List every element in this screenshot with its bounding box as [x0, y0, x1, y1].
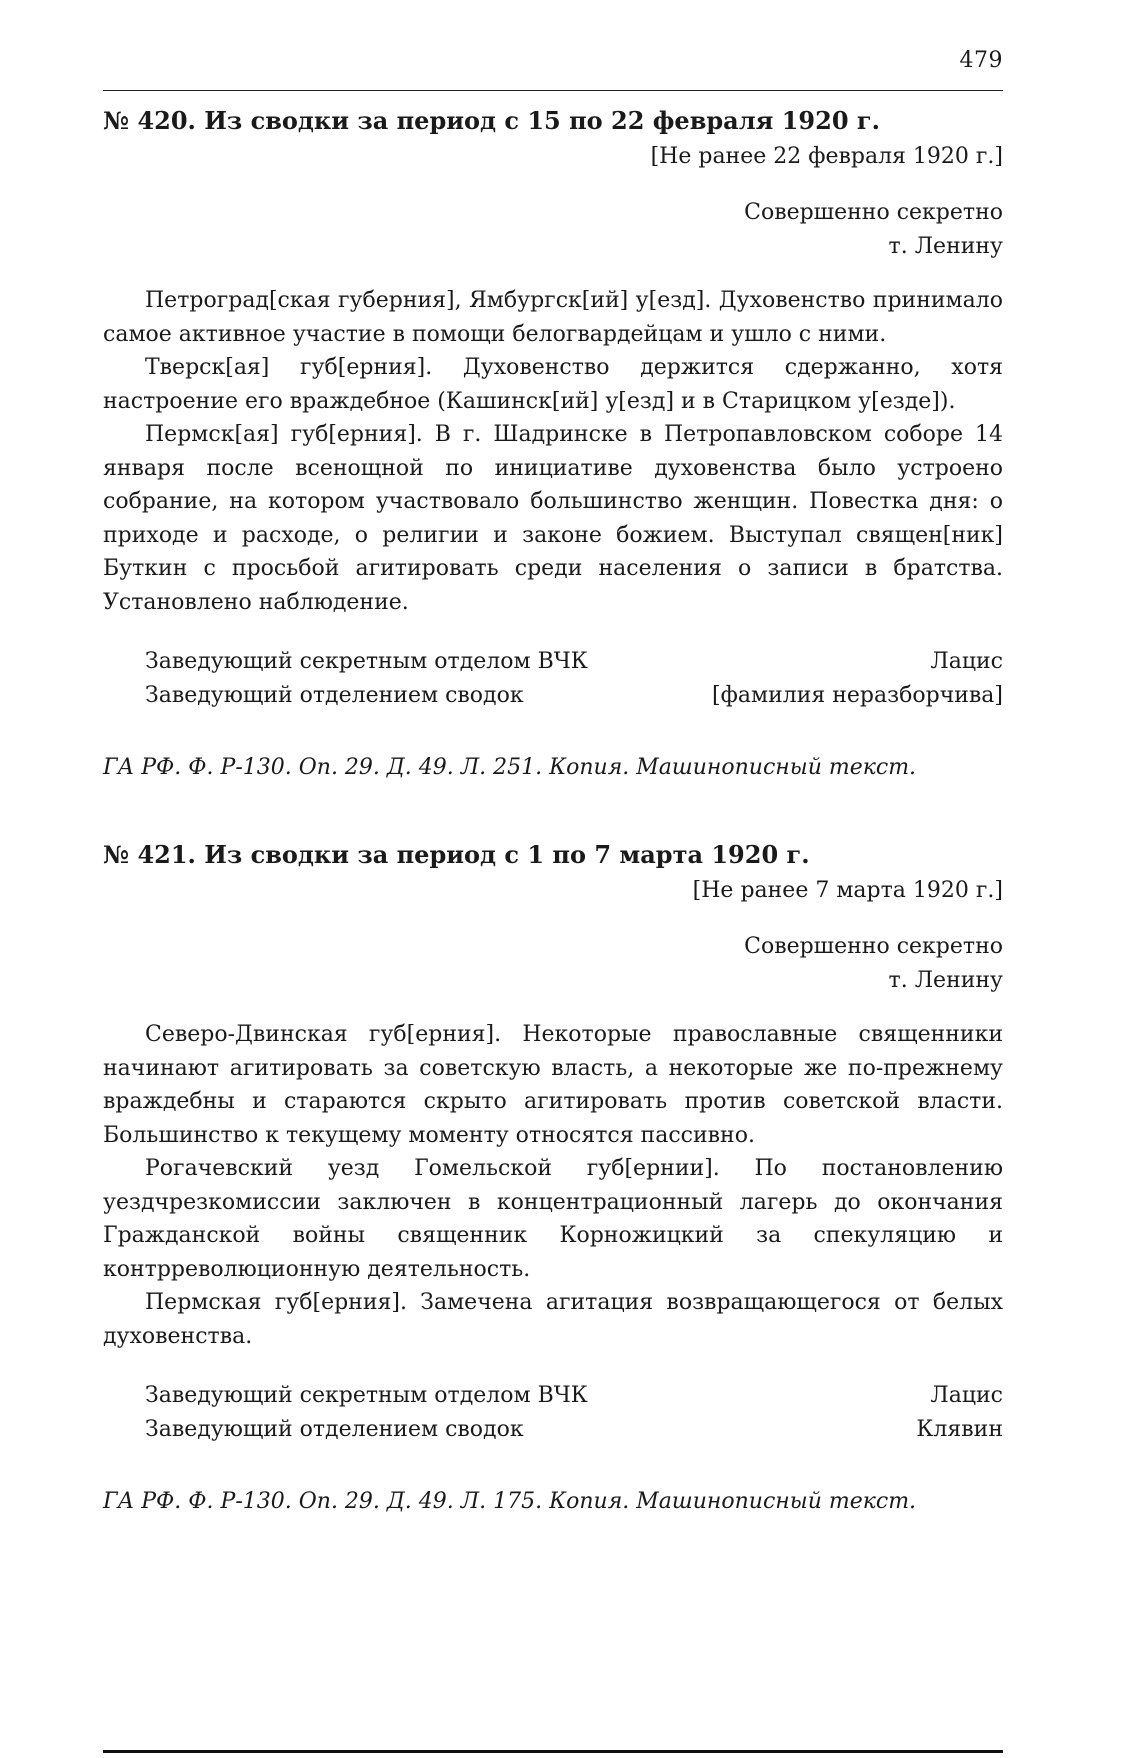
signature-row: [145, 1379, 1003, 1413]
document-date: [Не ранее 7 марта 1920 г.]: [692, 878, 1003, 903]
addressee: т. Ленину: [888, 234, 1003, 259]
classification: Совершенно секретно: [744, 934, 1003, 959]
classification-block: [103, 196, 1003, 264]
paragraph: Северо-Двинская губ[ерния]. Некоторые православные священники начинают агитировать за советскую власть, а некоторые же по-прежнему враждебны и стараются скрыто агитировать против советской власти. Большинство к текущему моменту относятся пассивно.: [103, 1022, 1003, 1148]
signature-position: Заведующий секретным отделом ВЧК: [145, 1383, 588, 1408]
header-rule: [103, 90, 1003, 91]
signature-position: Заведующий секретным отделом ВЧК: [145, 649, 588, 674]
document-421: [103, 838, 1003, 1519]
signature-name: Клявин: [916, 1417, 1003, 1442]
bottom-edge-rule: [103, 1750, 1003, 1753]
paragraph: Пермская губ[ерния]. Замечена агитация возвращающегося от белых духовенства.: [103, 1290, 1003, 1349]
addressee: т. Ленину: [888, 968, 1003, 993]
paragraph: Тверск[ая] губ[ерния]. Духовенство держится сдержанно, хотя настроение его враждебное (Кашинск[ий] у[езд] и в Старицком у[езде]).: [103, 355, 1003, 414]
paragraph: Пермск[ая] губ[ерния]. В г. Шадринске в Петропавловском соборе 14 января после всенощной по инициативе духовенства было устроено собрание, на котором участвовало большинство женщин. Повестка дня: о приходе и расходе, о религии и законе божием. Выступал священ[ник] Буткин с просьбой агитировать среди населения о записи в братства. Установлено наблюдение.: [103, 422, 1003, 615]
archive-source: ГА РФ. Ф. Р-130. Оп. 29. Д. 49. Л. 175. Копия. Машинописный текст.: [103, 1489, 917, 1514]
signature-position: Заведующий отделением сводок: [145, 1417, 524, 1442]
signature-block: [103, 645, 1003, 713]
signature-row: [145, 679, 1003, 713]
signature-block: [103, 1379, 1003, 1447]
classification: Совершенно секретно: [744, 200, 1003, 225]
signature-row: [145, 1413, 1003, 1447]
document-title: № 420. Из сводки за период с 15 по 22 февраля 1920 г.: [103, 106, 880, 135]
paragraph: Петроград[ская губерния], Ямбургск[ий] у[езд]. Духовенство принимало самое активное участие в помощи белогвардейцам и ушло с ними.: [103, 288, 1003, 347]
document-420: [103, 104, 1003, 785]
paragraph: Рогачевский уезд Гомельской губ[ернии]. По постановлению уездчрезкомиссии заключен в концентрационный лагерь до окончания Гражданской войны священник Корножицкий за спекуляцию и контрреволюционную деятельность.: [103, 1156, 1003, 1282]
classification-block: [103, 930, 1003, 998]
signature-position: Заведующий отделением сводок: [145, 683, 524, 708]
signature-row: [145, 645, 1003, 679]
document-body: [103, 284, 1003, 619]
archive-source: ГА РФ. Ф. Р-130. Оп. 29. Д. 49. Л. 251. Копия. Машинописный текст.: [103, 755, 917, 780]
signature-name: [фамилия неразборчива]: [712, 683, 1003, 708]
signature-name: Лацис: [930, 1383, 1003, 1408]
page-number: 479: [959, 48, 1003, 73]
document-date: [Не ранее 22 февраля 1920 г.]: [650, 144, 1003, 169]
document-body: [103, 1018, 1003, 1353]
book-page: [103, 0, 1003, 1758]
signature-name: Лацис: [930, 649, 1003, 674]
document-title: № 421. Из сводки за период с 1 по 7 марта 1920 г.: [103, 840, 810, 869]
